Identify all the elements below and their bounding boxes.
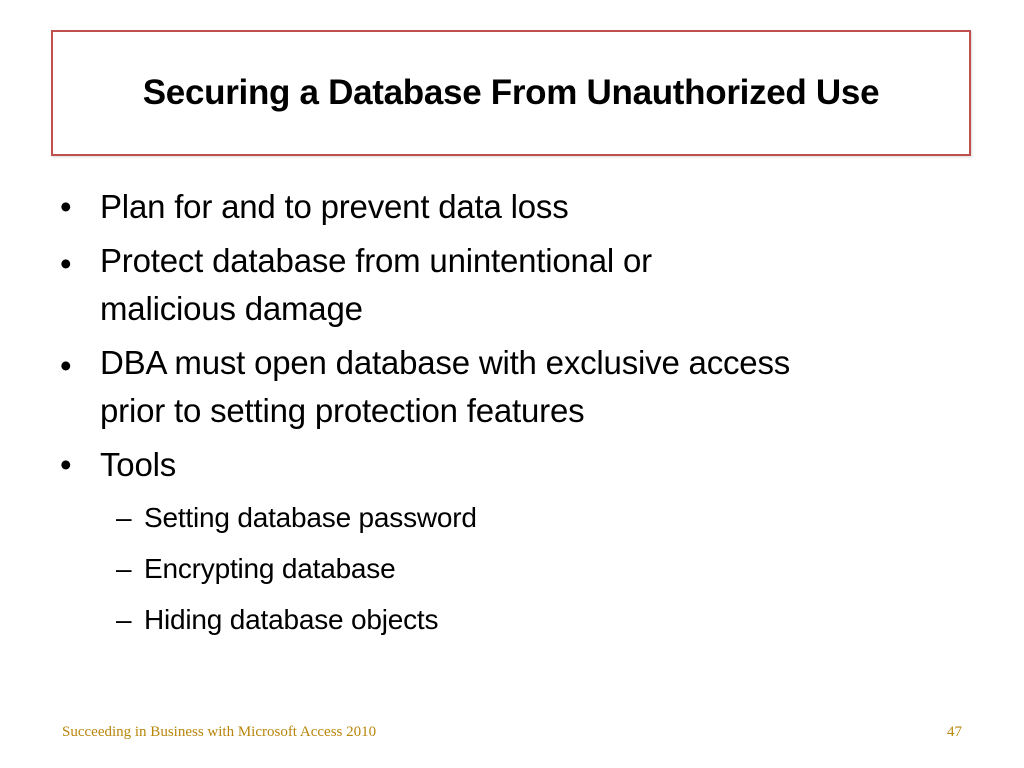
- sub-bullet-item: [58, 594, 988, 645]
- page-number: 47: [947, 724, 962, 740]
- bullet-item: [58, 234, 988, 336]
- sub-bullet-marker: –: [116, 553, 132, 584]
- bullet-marker: •: [60, 188, 72, 225]
- sub-bullet-text: Hiding database objects: [144, 604, 439, 635]
- bullet-marker: •: [60, 245, 72, 282]
- sub-bullet-text: Encrypting database: [144, 553, 396, 584]
- sub-bullet-marker: –: [116, 502, 132, 533]
- bullet-text-line: DBA must open database with exclusive access: [100, 344, 791, 381]
- bullet-marker: •: [60, 446, 72, 483]
- bullet-text-line: Protect database from unintentional or: [100, 242, 652, 279]
- bullet-item: [58, 180, 988, 234]
- bullet-item: [58, 438, 988, 492]
- bullet-text-line: malicious damage: [100, 290, 363, 327]
- sub-bullet-text: Setting database password: [144, 502, 477, 533]
- bullet-text: Plan for and to prevent data loss: [100, 188, 569, 225]
- bullet-marker: •: [60, 347, 72, 384]
- bullet-item: [58, 336, 988, 438]
- title-box: [51, 30, 971, 156]
- bullet-text: [100, 336, 988, 438]
- bullet-text: [100, 234, 988, 336]
- bullet-text-line: prior to setting protection features: [100, 392, 585, 429]
- sub-bullet-marker: –: [116, 604, 132, 635]
- sub-bullet-item: [58, 492, 988, 543]
- slide-body: [58, 180, 988, 645]
- slide-title: Securing a Database From Unauthorized Use: [142, 73, 880, 112]
- sub-bullet-item: [58, 543, 988, 594]
- footer-text: Succeeding in Business with Microsoft Access 2010: [62, 724, 377, 740]
- bullet-text: Tools: [100, 446, 177, 483]
